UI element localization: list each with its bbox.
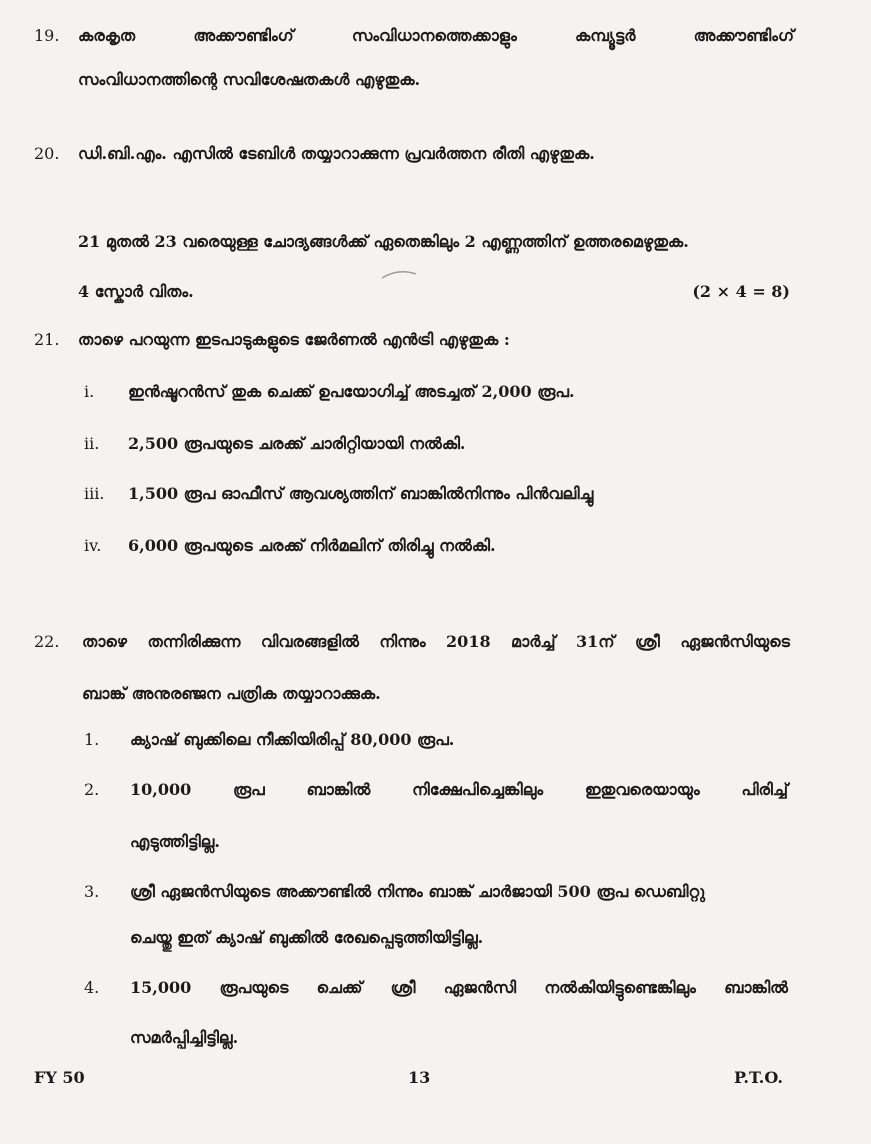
word: 31ന് <box>575 632 615 651</box>
question-number: 21. <box>34 330 60 349</box>
item-label: 2. <box>84 780 100 799</box>
instruction-line1: 21 മുതൽ 23 വരെയുള്ള ചോദ്യങ്ങൾക്ക് ഏതെങ്കിലും 2 എണ്ണത്തിന് ഉത്തരമെഴുതുക. <box>78 232 689 251</box>
word: താഴെ <box>82 632 128 651</box>
question-text-line1 <box>78 26 794 46</box>
item-text-line2: എടുത്തിട്ടില്ല. <box>130 832 220 851</box>
item-text-line1 <box>130 780 788 800</box>
item-text-line2: ചെയ്തു ഇത് ക്യാഷ് ബുക്കിൽ രേഖപ്പെടുത്തിയിട്ടില്ല. <box>130 928 484 947</box>
question-text-line2: ബാങ്ക് അനുരഞ്ജന പത്രിക തയ്യാറാക്കുക. <box>82 684 381 703</box>
word: മാർച്ച് <box>511 632 556 651</box>
item-text-line1: ശ്രീ ഏജൻസിയുടെ അക്കൗണ്ടിൽ നിന്നും ബാങ്ക് ചാർജായി 500 രൂപ ഡെബിറ്റു <box>130 882 706 901</box>
word: വിവരങ്ങളിൽ <box>260 632 359 651</box>
word: രൂപ <box>232 780 265 799</box>
item-label: iv. <box>84 536 102 555</box>
page-number: 13 <box>408 1068 431 1087</box>
scan-mark-icon <box>380 268 420 282</box>
word: ശ്രീ <box>390 978 416 997</box>
word: സംവിധാനത്തെക്കാളും <box>351 26 517 45</box>
please-turn-over: P.T.O. <box>734 1068 783 1087</box>
word: ചെക്ക് <box>316 978 363 997</box>
question-number: 20. <box>34 144 60 163</box>
word: ഇതുവരെയായും <box>584 780 700 799</box>
item-label: i. <box>84 382 95 401</box>
question-text: താഴെ പറയുന്ന ഇടപാടുകളുടെ ജേർണൽ എൻട്രി എഴുതുക : <box>78 330 510 349</box>
question-number: 22. <box>34 632 60 651</box>
word: നൽകിയിട്ടുണ്ടെങ്കിലും <box>544 978 696 997</box>
item-text: 1,500 രൂപ ഓഫീസ് ആവശ്യത്തിന് ബാങ്കിൽനിന്നും പിൻവലിച്ചു <box>128 484 594 503</box>
word: അക്കൗണ്ടിംഗ് <box>693 26 794 45</box>
item-text: 2,500 രൂപയുടെ ചരക്ക് ചാരിറ്റിയായി നൽകി. <box>128 434 466 453</box>
word: നിക്ഷേപിച്ചെങ്കിലും <box>412 780 544 799</box>
question-text-line2: സംവിധാനത്തിന്റെ സവിശേഷതകൾ എഴുതുക. <box>78 70 421 89</box>
item-label: iii. <box>84 484 105 503</box>
item-text: ക്യാഷ് ബുക്കിലെ നീക്കിയിരിപ്പ് 80,000 രൂപ. <box>130 730 455 749</box>
item-text: 6,000 രൂപയുടെ ചരക്ക് നിർമലിന് തിരിച്ചു നൽകി. <box>128 536 496 555</box>
item-label: 3. <box>84 882 100 901</box>
item-text-line2: സമർപ്പിച്ചിട്ടില്ല. <box>130 1028 239 1047</box>
item-text: ഇൻഷൂറൻസ് തുക ചെക്ക് ഉപയോഗിച്ച് അടച്ചത് 2,000 രൂപ. <box>128 382 575 401</box>
question-number: 19. <box>34 26 60 45</box>
word: രൂപയുടെ <box>219 978 289 997</box>
word: ബാങ്കിൽ <box>306 780 371 799</box>
item-label: ii. <box>84 434 100 453</box>
item-label: 4. <box>84 978 100 997</box>
item-label: 1. <box>84 730 100 749</box>
question-text-line1 <box>82 632 790 652</box>
word: 10,000 <box>130 780 192 799</box>
word: കരകൃത <box>78 26 136 45</box>
word: കമ്പ്യൂട്ടർ <box>574 26 636 45</box>
word: ഏജൻസിയുടെ <box>680 632 790 651</box>
word: തന്നിരിക്കുന്ന <box>147 632 241 651</box>
word: പിരിച്ച് <box>741 780 788 799</box>
word: ഏജൻസി <box>443 978 517 997</box>
word: 2018 <box>446 632 491 651</box>
exam-code: FY 50 <box>34 1068 85 1087</box>
word: 15,000 <box>130 978 192 997</box>
instruction-line2: 4 സ്കോർ വിതം. <box>78 282 194 301</box>
word: നിന്നും <box>379 632 426 651</box>
item-text-line1 <box>130 978 788 998</box>
word: ബാങ്കിൽ <box>724 978 788 997</box>
word: ശ്രീ <box>635 632 660 651</box>
marks-allocation: (2 × 4 = 8) <box>692 282 790 301</box>
question-text: ഡി.ബി.എം. എസിൽ ടേബിൾ തയ്യാറാക്കുന്ന പ്രവർത്തന രീതി എഴുതുക. <box>78 144 595 163</box>
word: അക്കൗണ്ടിംഗ് <box>193 26 294 45</box>
